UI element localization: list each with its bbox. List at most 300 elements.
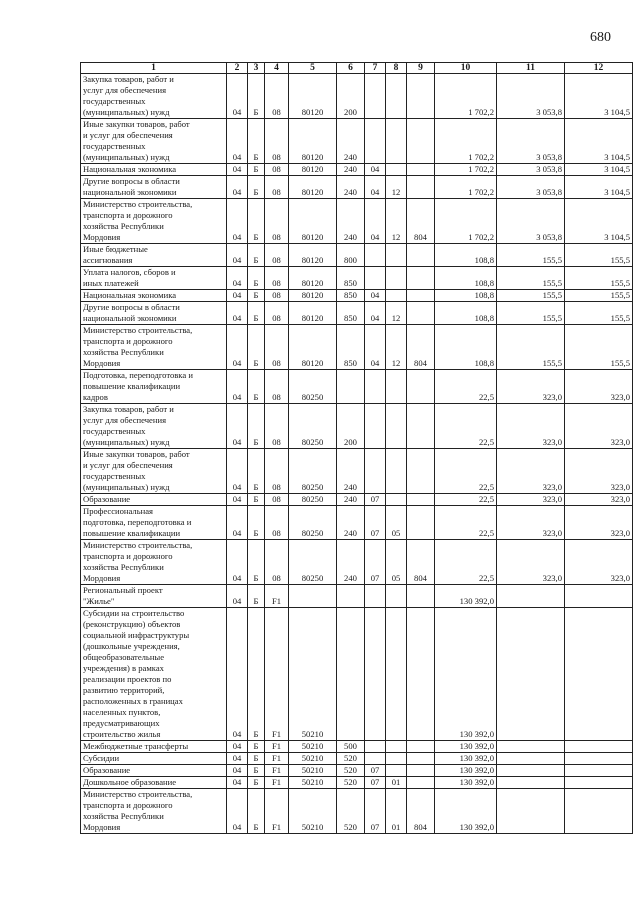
amount-col-12-cell [565,765,633,777]
amount-col-11-cell: 3 053,8 [497,199,565,244]
code-3-cell: Б [248,325,265,370]
column-header-6: 6 [337,63,365,74]
target-article-cell: 50210 [289,765,337,777]
table-row [81,199,633,244]
code-3-cell: Б [248,267,265,290]
table-row [81,777,633,789]
code-4-cell: 08 [265,199,289,244]
code-3-cell: Б [248,290,265,302]
amount-col-11-cell: 323,0 [497,494,565,506]
column-header-4: 4 [265,63,289,74]
column-header-7: 7 [365,63,386,74]
code-3-cell: Б [248,506,265,540]
target-article-cell: 50210 [289,777,337,789]
code-2-cell: 04 [227,753,248,765]
code-4-cell: 08 [265,325,289,370]
amount-col-10-cell: 108,8 [435,290,497,302]
amount-col-10-cell: 108,8 [435,244,497,267]
section-cell [365,741,386,753]
code-3-cell: Б [248,608,265,741]
section-cell [365,449,386,494]
amount-col-12-cell: 323,0 [565,506,633,540]
item-name-cell: Иные закупки товаров, работ и услуг для обеспечения государственных (муниципальных) нужд [81,119,227,164]
target-article-cell: 80250 [289,370,337,404]
amount-col-11-cell: 3 053,8 [497,119,565,164]
ministry-code-cell [407,753,435,765]
ministry-code-cell [407,74,435,119]
code-2-cell: 04 [227,777,248,789]
target-article-cell: 80120 [289,164,337,176]
item-name-cell: Уплата налогов, сборов и иных платежей [81,267,227,290]
amount-col-10-cell: 108,8 [435,325,497,370]
section-cell [365,370,386,404]
target-article-cell: 80120 [289,199,337,244]
subsection-cell: 12 [386,325,407,370]
code-3-cell: Б [248,540,265,585]
subsection-cell: 01 [386,777,407,789]
item-name-cell: Закупка товаров, работ и услуг для обеспечения государственных (муниципальных) нужд [81,404,227,449]
amount-col-11-cell [497,765,565,777]
subsection-cell [386,753,407,765]
page-number: 680 [590,30,611,45]
item-name-cell: Образование [81,765,227,777]
amount-col-12-cell: 3 104,5 [565,199,633,244]
expense-type-cell: 240 [337,494,365,506]
subsection-cell [386,74,407,119]
table-row [81,325,633,370]
expense-type-cell: 850 [337,290,365,302]
code-3-cell: Б [248,585,265,608]
code-4-cell: 08 [265,302,289,325]
column-header-1: 1 [81,63,227,74]
subsection-cell: 05 [386,506,407,540]
amount-col-11-cell [497,789,565,834]
code-3-cell: Б [248,404,265,449]
amount-col-12-cell: 155,5 [565,290,633,302]
code-4-cell: F1 [265,765,289,777]
code-2-cell: 04 [227,325,248,370]
column-header-2: 2 [227,63,248,74]
ministry-code-cell [407,741,435,753]
table-row [81,267,633,290]
table-row [81,302,633,325]
section-cell [365,267,386,290]
amount-col-12-cell: 323,0 [565,449,633,494]
expense-type-cell: 240 [337,119,365,164]
amount-col-11-cell: 323,0 [497,404,565,449]
amount-col-11-cell: 155,5 [497,325,565,370]
code-4-cell: 08 [265,244,289,267]
code-4-cell: F1 [265,753,289,765]
subsection-cell [386,119,407,164]
expense-type-cell: 240 [337,540,365,585]
item-name-cell: Другие вопросы в области национальной экономики [81,302,227,325]
amount-col-12-cell [565,753,633,765]
subsection-cell [386,404,407,449]
target-article-cell: 50210 [289,753,337,765]
ministry-code-cell [407,777,435,789]
budget-table [80,62,633,834]
code-4-cell: 08 [265,370,289,404]
target-article-cell [289,585,337,608]
code-2-cell: 04 [227,585,248,608]
ministry-code-cell [407,370,435,404]
code-2-cell: 04 [227,494,248,506]
expense-type-cell: 240 [337,449,365,494]
ministry-code-cell [407,765,435,777]
amount-col-11-cell: 155,5 [497,302,565,325]
section-cell [365,585,386,608]
amount-col-11-cell: 323,0 [497,370,565,404]
amount-col-10-cell: 1 702,2 [435,119,497,164]
code-3-cell: Б [248,449,265,494]
section-cell: 07 [365,494,386,506]
amount-col-12-cell: 323,0 [565,370,633,404]
column-header-5: 5 [289,63,337,74]
subsection-cell [386,765,407,777]
code-2-cell: 04 [227,404,248,449]
expense-type-cell [337,585,365,608]
table-row [81,506,633,540]
code-3-cell: Б [248,176,265,199]
target-article-cell: 50210 [289,608,337,741]
target-article-cell: 80250 [289,506,337,540]
code-4-cell: F1 [265,789,289,834]
code-4-cell: 08 [265,267,289,290]
table-header-row [81,63,633,74]
ministry-code-cell [407,494,435,506]
amount-col-10-cell: 130 392,0 [435,753,497,765]
section-cell [365,404,386,449]
expense-type-cell [337,370,365,404]
item-name-cell: Дошкольное образование [81,777,227,789]
amount-col-12-cell [565,789,633,834]
subsection-cell: 01 [386,789,407,834]
code-3-cell: Б [248,74,265,119]
item-name-cell: Национальная экономика [81,290,227,302]
amount-col-10-cell: 130 392,0 [435,789,497,834]
code-3-cell: Б [248,164,265,176]
expense-type-cell: 200 [337,404,365,449]
code-2-cell: 04 [227,449,248,494]
code-3-cell: Б [248,119,265,164]
subsection-cell [386,290,407,302]
amount-col-10-cell: 1 702,2 [435,176,497,199]
item-name-cell: Образование [81,494,227,506]
code-2-cell: 04 [227,119,248,164]
section-cell: 07 [365,506,386,540]
subsection-cell [386,585,407,608]
code-4-cell: 08 [265,176,289,199]
table-row [81,164,633,176]
ministry-code-cell [407,585,435,608]
table-row [81,494,633,506]
ministry-code-cell [407,302,435,325]
amount-col-12-cell: 323,0 [565,404,633,449]
expense-type-cell: 850 [337,267,365,290]
ministry-code-cell [407,449,435,494]
amount-col-11-cell: 3 053,8 [497,176,565,199]
column-header-3: 3 [248,63,265,74]
amount-col-11-cell [497,777,565,789]
code-2-cell: 04 [227,370,248,404]
code-4-cell: 08 [265,290,289,302]
code-2-cell: 04 [227,506,248,540]
item-name-cell: Министерство строительства, транспорта и дорожного хозяйства Республики Мордовия [81,199,227,244]
code-2-cell: 04 [227,741,248,753]
amount-col-12-cell: 3 104,5 [565,119,633,164]
code-4-cell: 08 [265,164,289,176]
section-cell: 04 [365,325,386,370]
column-header-11: 11 [497,63,565,74]
table-row [81,540,633,585]
ministry-code-cell [407,176,435,199]
code-3-cell: Б [248,777,265,789]
subsection-cell: 12 [386,302,407,325]
ministry-code-cell: 804 [407,540,435,585]
target-article-cell: 80120 [289,244,337,267]
target-article-cell: 80120 [289,325,337,370]
target-article-cell: 50210 [289,789,337,834]
subsection-cell: 12 [386,199,407,244]
code-2-cell: 04 [227,199,248,244]
amount-col-10-cell: 130 392,0 [435,585,497,608]
ministry-code-cell [407,164,435,176]
code-4-cell: 08 [265,449,289,494]
amount-col-11-cell [497,585,565,608]
table-row [81,608,633,741]
code-4-cell: 08 [265,119,289,164]
code-2-cell: 04 [227,267,248,290]
table-row [81,290,633,302]
section-cell: 07 [365,765,386,777]
column-header-8: 8 [386,63,407,74]
expense-type-cell: 240 [337,506,365,540]
expense-type-cell: 520 [337,765,365,777]
item-name-cell: Иные бюджетные ассигнования [81,244,227,267]
amount-col-12-cell: 155,5 [565,325,633,370]
amount-col-10-cell: 1 702,2 [435,164,497,176]
table-row [81,449,633,494]
code-4-cell: F1 [265,608,289,741]
amount-col-12-cell: 155,5 [565,302,633,325]
target-article-cell: 80250 [289,494,337,506]
section-cell [365,74,386,119]
amount-col-11-cell: 3 053,8 [497,74,565,119]
code-4-cell: F1 [265,741,289,753]
section-cell [365,244,386,267]
ministry-code-cell [407,267,435,290]
amount-col-11-cell: 323,0 [497,540,565,585]
target-article-cell: 80120 [289,119,337,164]
target-article-cell: 80250 [289,404,337,449]
code-2-cell: 04 [227,290,248,302]
ministry-code-cell [407,244,435,267]
amount-col-10-cell: 108,8 [435,267,497,290]
section-cell: 04 [365,199,386,244]
subsection-cell [386,164,407,176]
code-4-cell: 08 [265,494,289,506]
amount-col-10-cell: 22,5 [435,494,497,506]
column-header-12: 12 [565,63,633,74]
amount-col-10-cell: 22,5 [435,404,497,449]
subsection-cell [386,741,407,753]
expense-type-cell: 240 [337,176,365,199]
column-header-10: 10 [435,63,497,74]
item-name-cell: Министерство строительства, транспорта и дорожного хозяйства Республики Мордовия [81,540,227,585]
amount-col-12-cell: 155,5 [565,244,633,267]
code-2-cell: 04 [227,244,248,267]
code-2-cell: 04 [227,789,248,834]
section-cell: 07 [365,777,386,789]
table-row [81,741,633,753]
subsection-cell: 12 [386,176,407,199]
code-3-cell: Б [248,370,265,404]
code-3-cell: Б [248,494,265,506]
section-cell [365,119,386,164]
amount-col-10-cell: 22,5 [435,370,497,404]
table-row [81,370,633,404]
code-4-cell: F1 [265,777,289,789]
code-2-cell: 04 [227,74,248,119]
section-cell: 07 [365,540,386,585]
code-2-cell: 04 [227,608,248,741]
subsection-cell [386,370,407,404]
code-2-cell: 04 [227,164,248,176]
amount-col-11-cell [497,608,565,741]
amount-col-10-cell: 108,8 [435,302,497,325]
section-cell [365,608,386,741]
table-row [81,119,633,164]
item-name-cell: Министерство строительства, транспорта и дорожного хозяйства Республики Мордовия [81,789,227,834]
amount-col-10-cell: 1 702,2 [435,199,497,244]
code-3-cell: Б [248,789,265,834]
target-article-cell: 80120 [289,290,337,302]
section-cell: 07 [365,789,386,834]
amount-col-11-cell: 3 053,8 [497,164,565,176]
amount-col-10-cell: 130 392,0 [435,608,497,741]
code-3-cell: Б [248,199,265,244]
code-4-cell: F1 [265,585,289,608]
subsection-cell [386,244,407,267]
target-article-cell: 80120 [289,302,337,325]
expense-type-cell: 850 [337,325,365,370]
item-name-cell: Субсидии [81,753,227,765]
expense-type-cell: 240 [337,199,365,244]
code-2-cell: 04 [227,765,248,777]
item-name-cell: Иные закупки товаров, работ и услуг для обеспечения государственных (муниципальных) нужд [81,449,227,494]
amount-col-11-cell [497,741,565,753]
table-row [81,176,633,199]
code-2-cell: 04 [227,176,248,199]
expense-type-cell: 850 [337,302,365,325]
amount-col-12-cell: 155,5 [565,267,633,290]
amount-col-11-cell: 155,5 [497,290,565,302]
item-name-cell: Субсидии на строительство (реконструкцию) объектов социальной инфраструктуры (дошкольные учреждения, общеобразовательные учреждения) в рамках реализации проектов по развитию территорий, расположенных в границах населенных пунктов, предусматривающих строительство жилья [81,608,227,741]
ministry-code-cell [407,608,435,741]
code-4-cell: 08 [265,540,289,585]
expense-type-cell: 240 [337,164,365,176]
amount-col-12-cell [565,608,633,741]
amount-col-10-cell: 130 392,0 [435,765,497,777]
expense-type-cell [337,608,365,741]
section-cell: 04 [365,176,386,199]
target-article-cell: 80250 [289,449,337,494]
expense-type-cell: 800 [337,244,365,267]
amount-col-12-cell: 323,0 [565,540,633,585]
amount-col-10-cell: 130 392,0 [435,777,497,789]
item-name-cell: Профессиональная подготовка, переподготовка и повышение квалификации [81,506,227,540]
code-4-cell: 08 [265,74,289,119]
code-3-cell: Б [248,741,265,753]
table-row [81,404,633,449]
code-3-cell: Б [248,765,265,777]
target-article-cell: 50210 [289,741,337,753]
amount-col-10-cell: 1 702,2 [435,74,497,119]
item-name-cell: Министерство строительства, транспорта и дорожного хозяйства Республики Мордовия [81,325,227,370]
item-name-cell: Национальная экономика [81,164,227,176]
amount-col-11-cell: 323,0 [497,506,565,540]
amount-col-12-cell: 3 104,5 [565,74,633,119]
ministry-code-cell [407,506,435,540]
target-article-cell: 80120 [289,176,337,199]
ministry-code-cell: 804 [407,789,435,834]
ministry-code-cell [407,404,435,449]
expense-type-cell: 200 [337,74,365,119]
expense-type-cell: 520 [337,777,365,789]
item-name-cell: Межбюджетные трансферты [81,741,227,753]
amount-col-12-cell: 3 104,5 [565,164,633,176]
subsection-cell [386,449,407,494]
amount-col-11-cell [497,753,565,765]
expense-type-cell: 520 [337,753,365,765]
table-row [81,789,633,834]
amount-col-12-cell [565,741,633,753]
code-4-cell: 08 [265,506,289,540]
amount-col-10-cell: 22,5 [435,449,497,494]
column-header-9: 9 [407,63,435,74]
table-row [81,585,633,608]
amount-col-11-cell: 323,0 [497,449,565,494]
item-name-cell: Региональный проект "Жилье" [81,585,227,608]
ministry-code-cell: 804 [407,325,435,370]
subsection-cell [386,494,407,506]
section-cell: 04 [365,290,386,302]
ministry-code-cell [407,290,435,302]
subsection-cell [386,267,407,290]
code-3-cell: Б [248,302,265,325]
expense-type-cell: 520 [337,789,365,834]
table-row [81,74,633,119]
target-article-cell: 80120 [289,74,337,119]
section-cell: 04 [365,164,386,176]
item-name-cell: Закупка товаров, работ и услуг для обеспечения государственных (муниципальных) нужд [81,74,227,119]
section-cell [365,753,386,765]
code-2-cell: 04 [227,540,248,585]
amount-col-12-cell [565,777,633,789]
amount-col-11-cell: 155,5 [497,244,565,267]
item-name-cell: Подготовка, переподготовка и повышение квалификации кадров [81,370,227,404]
code-4-cell: 08 [265,404,289,449]
item-name-cell: Другие вопросы в области национальной экономики [81,176,227,199]
amount-col-12-cell: 3 104,5 [565,176,633,199]
table-row [81,244,633,267]
target-article-cell: 80250 [289,540,337,585]
ministry-code-cell: 804 [407,199,435,244]
expense-type-cell: 500 [337,741,365,753]
amount-col-12-cell: 323,0 [565,494,633,506]
subsection-cell: 05 [386,540,407,585]
